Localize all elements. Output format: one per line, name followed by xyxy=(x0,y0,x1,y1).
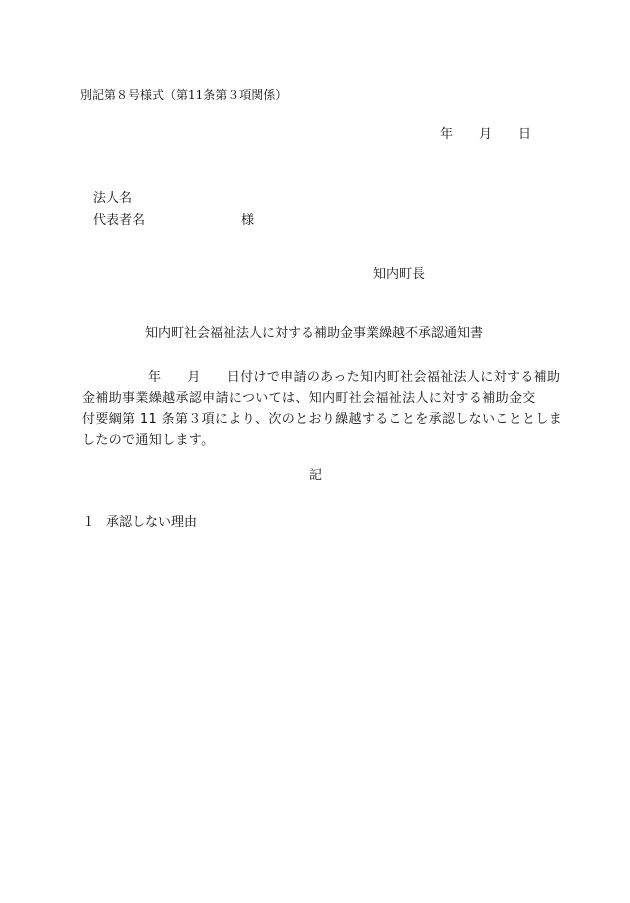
representative-label: 代表者名 xyxy=(93,213,146,228)
date-year: 年 xyxy=(440,127,454,142)
date-month: 月 xyxy=(479,127,493,142)
representative-line xyxy=(93,210,254,232)
body-paragraph xyxy=(82,367,563,451)
corporation-name-label: 法人名 xyxy=(93,191,133,206)
item-number: １ xyxy=(82,515,96,530)
body-line-2: 金補助事業繰越承認申請については、知内町社会福祉法人に対する補助金交 xyxy=(82,391,536,406)
document-title: 知内町社会福祉法人に対する補助金事業繰越不承認通知書 xyxy=(145,326,484,341)
body-line-1 xyxy=(82,367,561,388)
date-line xyxy=(440,128,531,141)
body-line-3: 付要綱第 11 条第３項により、次のとおり繰越することを承認しないこととしま xyxy=(82,412,563,427)
body-month: 月 xyxy=(187,370,201,385)
list-item xyxy=(82,516,197,529)
item-label: 承認しない理由 xyxy=(106,515,198,530)
honorific: 様 xyxy=(241,213,255,228)
body-line-1-text: 日付けで申請のあった知内町社会福祉法人に対する補助 xyxy=(226,370,561,385)
sender: 知内町長 xyxy=(373,267,426,282)
ki-heading: 記 xyxy=(309,468,323,483)
body-year: 年 xyxy=(148,370,162,385)
body-line-4: したので通知します。 xyxy=(82,433,215,448)
recipient-block xyxy=(93,188,254,232)
date-day: 日 xyxy=(518,127,532,142)
form-reference: 別記第８号様式（第11条第３項関係） xyxy=(80,88,288,102)
